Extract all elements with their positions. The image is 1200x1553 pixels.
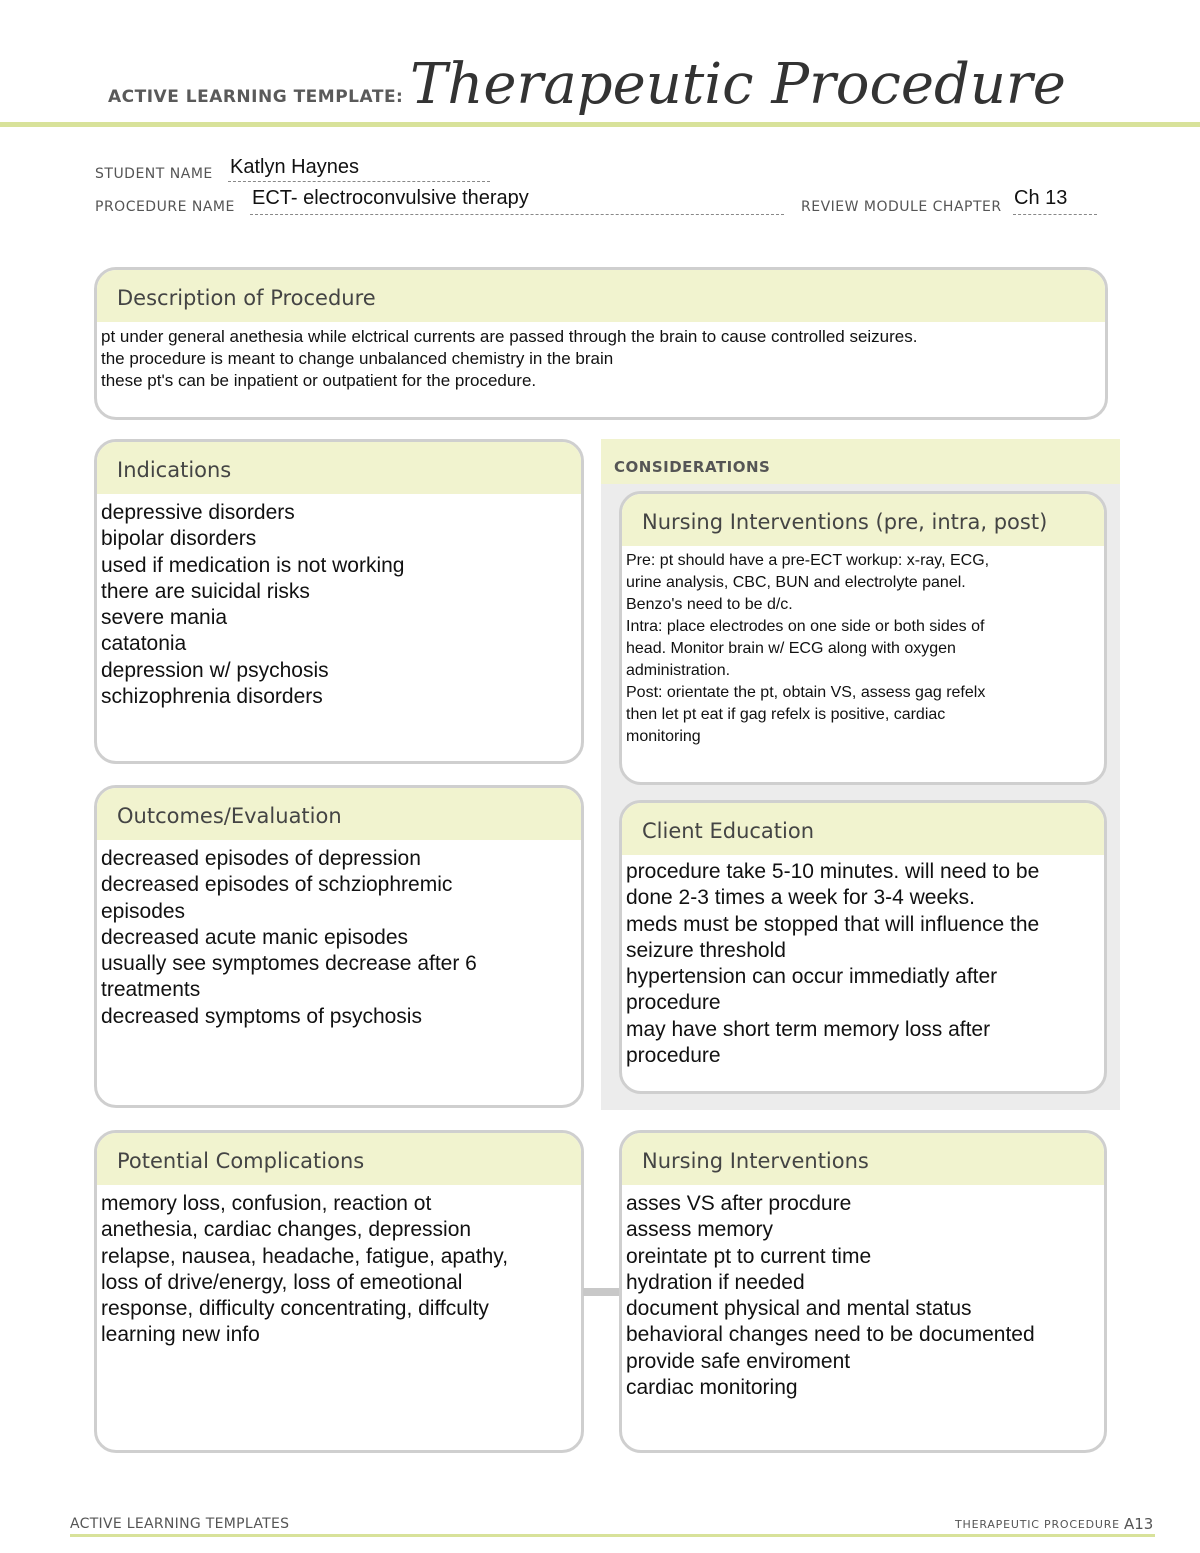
- client-education-line: done 2-3 times a week for 3-4 weeks.: [626, 886, 976, 910]
- nursing-pre-line: urine analysis, CBC, BUN and electrolyte panel.: [626, 574, 966, 591]
- description-line: pt under general anethesia while elctrical currents are passed through the brain to cause controlled seizures.: [101, 327, 918, 346]
- description-body: [97, 322, 1105, 392]
- outcome-item: usually see symptomes decrease after 6: [101, 952, 477, 976]
- footer-left-label: ACTIVE LEARNING TEMPLATES: [70, 1516, 290, 1532]
- indication-item: catatonia: [101, 632, 187, 656]
- nursing-intervention-item: oreintate pt to current time: [626, 1244, 872, 1268]
- nursing-pre-heading: Nursing Interventions (pre, intra, post): [622, 494, 1104, 546]
- description-line: the procedure is meant to change unbalanced chemistry in the brain: [101, 349, 614, 368]
- client-education-line: procedure: [626, 1044, 721, 1068]
- box-connector: [583, 1288, 619, 1296]
- nursing-intervention-item: hydration if needed: [626, 1270, 805, 1294]
- nursing-intervention-item: provide safe enviroment: [626, 1349, 851, 1373]
- procedure-name-line: [250, 213, 784, 215]
- nursing-pre-line: then let pt eat if gag refelx is positive, cardiac: [626, 706, 946, 723]
- description-heading: Description of Procedure: [97, 270, 1105, 322]
- student-name-field[interactable]: Katlyn Haynes: [230, 156, 359, 178]
- nursing-intervention-item: asses VS after procdure: [626, 1192, 852, 1215]
- indication-item: used if medication is not working: [101, 553, 405, 577]
- indication-item: bipolar disorders: [101, 527, 257, 551]
- client-education-line: seizure threshold: [626, 938, 786, 962]
- indication-item: depression w/ psychosis: [101, 658, 329, 682]
- nursing-interventions-heading: Nursing Interventions: [622, 1133, 1104, 1185]
- header-rule: [0, 122, 1200, 127]
- outcome-item: episodes: [101, 899, 186, 923]
- complications-box: [94, 1130, 584, 1453]
- indications-body: [97, 494, 581, 710]
- considerations-title: CONSIDERATIONS: [614, 458, 771, 476]
- nursing-pre-line: Intra: place electrodes on one side or both sides of: [626, 618, 985, 635]
- template-label: ACTIVE LEARNING TEMPLATE:: [108, 87, 404, 107]
- nursing-intervention-item: behavioral changes need to be documented: [626, 1323, 1035, 1347]
- page-title: Therapeutic Procedure: [410, 52, 1066, 117]
- review-module-label: REVIEW MODULE CHAPTER: [801, 199, 1002, 215]
- complication-line: anethesia, cardiac changes, depression: [101, 1218, 472, 1242]
- client-education-box: [619, 800, 1107, 1094]
- nursing-pre-line: monitoring: [626, 728, 701, 745]
- complication-line: response, difficulty concentrating, diffculty: [101, 1297, 489, 1321]
- description-line: these pt's can be inpatient or outpatient for the procedure.: [101, 371, 537, 390]
- nursing-interventions-body: [622, 1185, 1104, 1401]
- page-number: A13: [1124, 1515, 1154, 1533]
- nursing-intervention-item: assess memory: [626, 1218, 774, 1242]
- complication-line: memory loss, confusion, reaction ot: [101, 1192, 432, 1215]
- complications-body: [97, 1185, 581, 1349]
- outcomes-body: [97, 840, 581, 1030]
- nursing-pre-line: administration.: [626, 662, 731, 679]
- complication-line: learning new info: [101, 1323, 260, 1347]
- complication-line: loss of drive/energy, loss of emeotional: [101, 1270, 463, 1294]
- indication-item: severe mania: [101, 606, 228, 630]
- client-education-line: meds must be stopped that will influence the: [626, 912, 1040, 936]
- procedure-name-field[interactable]: ECT- electroconvulsive therapy: [252, 187, 529, 209]
- nursing-pre-line: Pre: pt should have a pre-ECT workup: x-ray, ECG,: [626, 552, 990, 569]
- nursing-pre-box: [619, 491, 1107, 785]
- nursing-pre-line: head. Monitor brain w/ ECG along with oxygen: [626, 640, 956, 657]
- client-education-line: hypertension can occur immediatly after: [626, 965, 998, 989]
- outcome-item: decreased symptoms of psychosis: [101, 1004, 422, 1028]
- indication-item: schizophrenia disorders: [101, 685, 323, 709]
- client-education-line: procedure: [626, 991, 721, 1015]
- complications-heading: Potential Complications: [97, 1133, 581, 1185]
- outcome-item: decreased episodes of depression: [101, 847, 421, 870]
- procedure-name-label: PROCEDURE NAME: [95, 199, 235, 215]
- client-education-body: [622, 855, 1104, 1069]
- nursing-intervention-item: document physical and mental status: [626, 1297, 972, 1321]
- outcome-item: decreased acute manic episodes: [101, 925, 409, 949]
- review-module-field[interactable]: Ch 13: [1014, 187, 1068, 209]
- client-education-line: procedure take 5-10 minutes. will need to be: [626, 860, 1040, 883]
- outcomes-heading: Outcomes/Evaluation: [97, 788, 581, 840]
- client-education-heading: Client Education: [622, 803, 1104, 855]
- student-name-label: STUDENT NAME: [95, 166, 213, 182]
- student-name-line: [228, 180, 490, 182]
- description-box: [94, 267, 1108, 420]
- nursing-pre-body: [622, 546, 1104, 748]
- complication-line: relapse, nausea, headache, fatigue, apathy,: [101, 1244, 509, 1268]
- nursing-interventions-box: [619, 1130, 1107, 1453]
- outcome-item: treatments: [101, 978, 201, 1002]
- footer-rule: [70, 1534, 1155, 1537]
- indication-item: there are suicidal risks: [101, 579, 310, 603]
- client-education-line: may have short term memory loss after: [626, 1017, 991, 1041]
- indications-heading: Indications: [97, 442, 581, 494]
- nursing-pre-line: Benzo's need to be d/c.: [626, 596, 793, 613]
- review-module-line: [1013, 213, 1097, 215]
- outcomes-box: [94, 785, 584, 1108]
- nursing-intervention-item: cardiac monitoring: [626, 1376, 798, 1400]
- indication-item: depressive disorders: [101, 501, 295, 524]
- outcome-item: decreased episodes of schziophremic: [101, 873, 453, 897]
- indications-box: [94, 439, 584, 764]
- nursing-pre-line: Post: orientate the pt, obtain VS, assess gag refelx: [626, 684, 986, 701]
- footer-right-label: THERAPEUTIC PROCEDURE: [955, 1518, 1120, 1531]
